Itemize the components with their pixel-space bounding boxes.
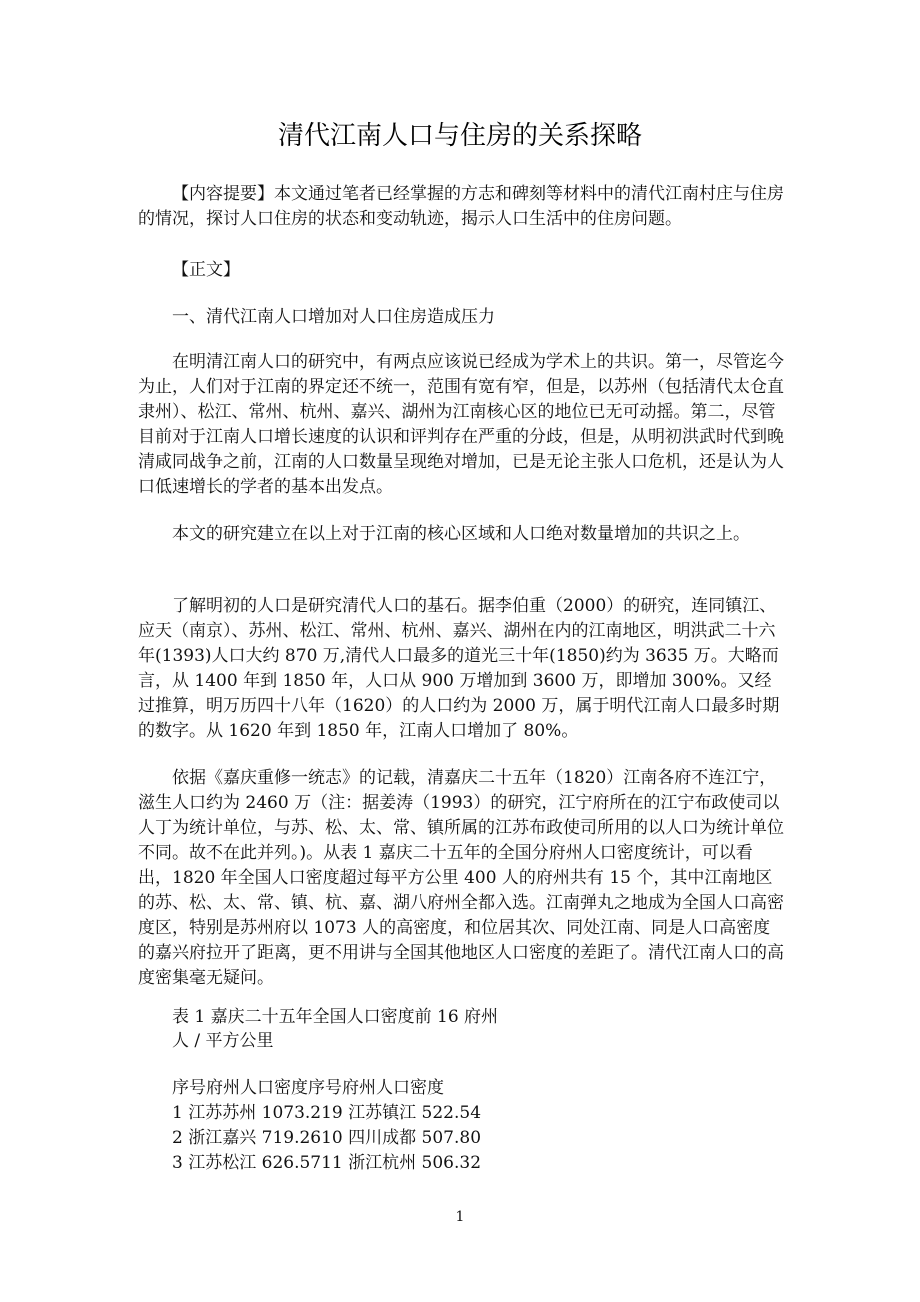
- table-row: 2 浙江嘉兴 719.2610 四川成都 507.80: [172, 1128, 482, 1148]
- table-header-row: 序号府州人口密度序号府州人口密度: [172, 1078, 444, 1098]
- paragraph-consensus: 在明清江南人口的研究中，有两点应该说已经成为学术上的共识。第一，尽管迄今为止，人们对于江南的界定还不统一，范围有宽有窄，但是，以苏州（包括清代太仓直隶州）、松江、常州、杭州、嘉兴、湖州为江南核心区的地位已无可动摇。第二，尽管目前对于江南人口增长速度的认识和评判存在严重的分歧，但是，从明初洪武时代到晚清咸同战争之前，江南的人口数量呈现绝对增加，已是无论主张人口危机，还是认为人口低速增长的学者的基本出发点。: [138, 352, 784, 497]
- abstract-paragraph: 【内容提要】本文通过笔者已经掌握的方志和碑刻等材料中的清代江南村庄与住房的情况，探讨人口住房的状态和变动轨迹，揭示人口生活中的住房问题。: [138, 184, 784, 229]
- page-number: 1: [455, 1209, 465, 1225]
- paragraph-core-region: 本文的研究建立在以上对于江南的核心区域和人口绝对数量增加的共识之上。: [172, 524, 750, 544]
- table-unit: 人 / 平方公里: [172, 1031, 274, 1051]
- document-title: 清代江南人口与住房的关系探略: [277, 121, 642, 151]
- table-row: 1 江苏苏州 1073.219 江苏镇江 522.54: [172, 1103, 482, 1123]
- body-heading: 【正文】: [172, 260, 240, 280]
- paragraph-population-growth: 了解明初的人口是研究清代人口的基石。据李伯重（2000）的研究，连同镇江、应天（南京）、苏州、松江、常州、杭州、嘉兴、湖州在内的江南地区，明洪武二十六年(1393)人口大约 870 万,清代人口最多的道光三十年(1850)约为 3635 万。大略而言，从 1400 年到 1850 年，人口从 900 万增加到 3600 万，即增加 300%。又经过推算，明万历四十八年（1620）的人口约为 2000 万，属于明代江南人口最多时期的数字。从 1620 年到 1850 年，江南人口增加了 80%。: [138, 596, 780, 741]
- table-caption: 表 1 嘉庆二十五年全国人口密度前 16 府州: [172, 1007, 499, 1027]
- paragraph-density: 依据《嘉庆重修一统志》的记载，清嘉庆二十五年（1820）江南各府不连江宁，滋生人口约为 2460 万（注：据姜涛（1993）的研究，江宁府所在的江宁布政使司以人丁为统计单位，与苏、松、太、常、镇所属的江苏布政使司所用的以人口为统计单位不同。故不在此并列。)。从表 1 嘉庆二十五年的全国分府州人口密度统计，可以看出，1820 年全国人口密度超过每平方公里 400 人的府州共有 15 个，其中江南地区的苏、松、太、常、镇、杭、嘉、湖八府州全都入选。江南弹丸之地成为全国人口高密度区，特别是苏州府以 1073 人的高密度，和位居其次、同处江南、同是人口高密度的嘉兴府拉开了距离，更不用讲与全国其他地区人口密度的差距了。清代江南人口的高度密集毫无疑问。: [138, 768, 784, 988]
- section-heading: 一、清代江南人口增加对人口住房造成压力: [172, 307, 495, 327]
- table-row: 3 江苏松江 626.5711 浙江杭州 506.32: [172, 1153, 482, 1173]
